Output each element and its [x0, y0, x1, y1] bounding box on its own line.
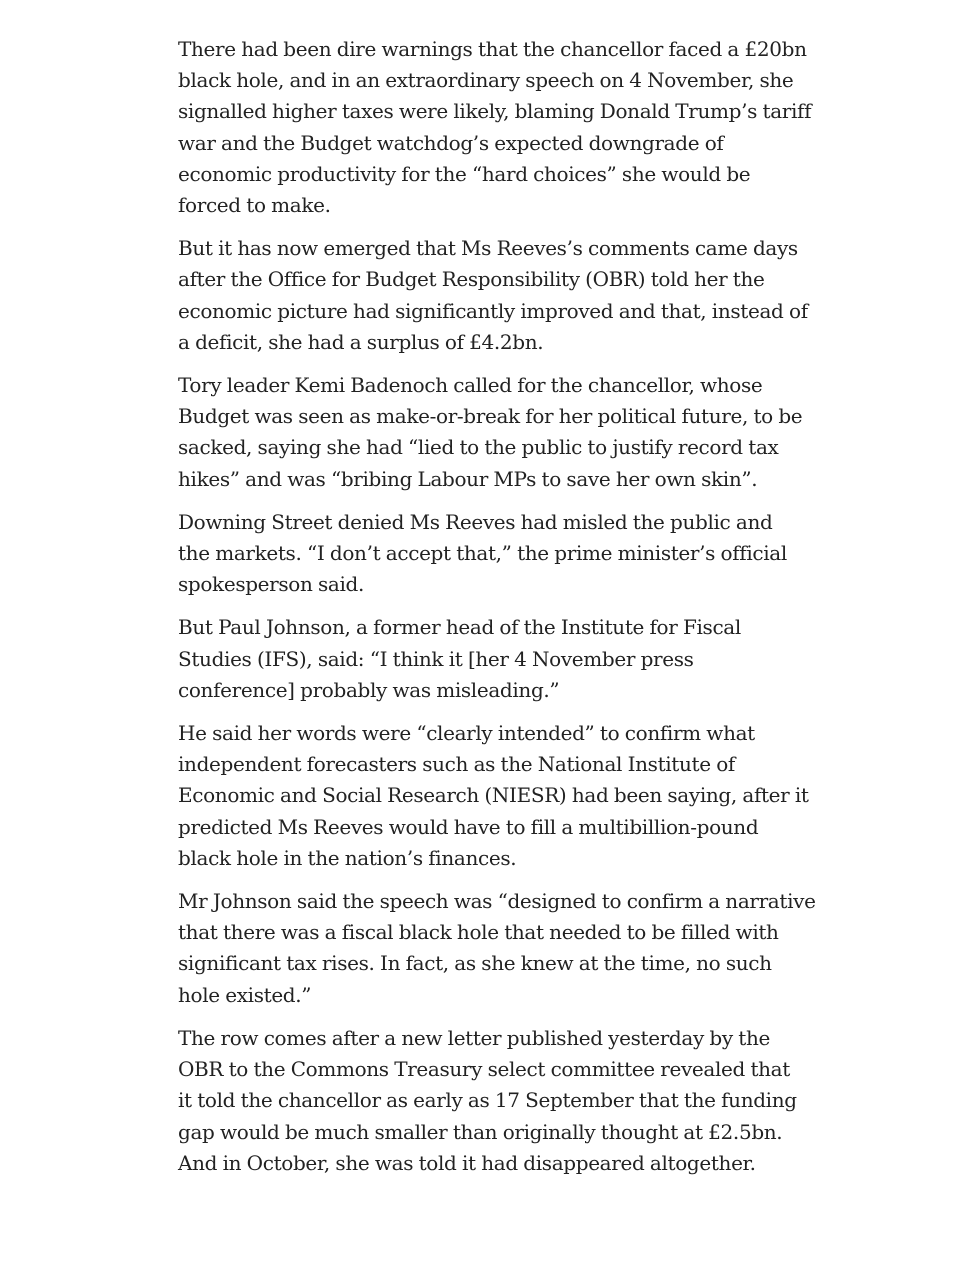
paragraph-line: But Paul Johnson, a former head of the Institute for Fiscal: [178, 615, 741, 640]
paragraph-line: gap would be much smaller than originally thought at £2.5bn.: [178, 1119, 783, 1144]
paragraph-line: a deficit, she had a surplus of £4.2bn.: [178, 329, 544, 354]
paragraph-line: hole existed.”: [178, 982, 312, 1007]
paragraph-line: The row comes after a new letter published yesterday by the: [178, 1025, 771, 1050]
paragraph-line: signalled higher taxes were likely, blaming Donald Trump’s tariff: [178, 99, 812, 124]
paragraph-line: He said her words were “clearly intended” to confirm what: [178, 721, 755, 746]
paragraph-1: [178, 34, 812, 221]
paragraph-line: conference] probably was misleading.”: [178, 677, 560, 702]
paragraph-7: [178, 886, 816, 1011]
paragraph-8: [178, 1023, 797, 1179]
paragraph-line: There had been dire warnings that the chancellor faced a £20bn: [178, 37, 807, 61]
article-body: [178, 34, 816, 1191]
paragraph-line: Mr Johnson said the speech was “designed to confirm a narrative: [178, 889, 816, 914]
paragraph-line: Budget was seen as make-or-break for her political future, to be: [178, 404, 803, 429]
paragraph-line: economic picture had significantly improved and that, instead of: [178, 298, 808, 323]
paragraph-line: Downing Street denied Ms Reeves had misled the public and: [178, 509, 773, 534]
paragraph-line: after the Office for Budget Responsibility (OBR) told her the: [178, 267, 765, 292]
paragraph-line: economic productivity for the “hard choices” she would be: [178, 161, 751, 186]
paragraph-line: Studies (IFS), said: “I think it [her 4 November press: [178, 646, 694, 671]
paragraph-line: spokesperson said.: [178, 572, 365, 597]
paragraph-line: the markets. “I don’t accept that,” the prime minister’s official: [178, 541, 787, 566]
paragraph-line: that there was a fiscal black hole that needed to be filled with: [178, 920, 779, 945]
paragraph-line: black hole, and in an extraordinary speech on 4 November, she: [178, 68, 794, 93]
paragraph-5: [178, 612, 788, 706]
paragraph-line: hikes” and was “bribing Labour MPs to save her own skin”.: [178, 466, 758, 491]
paragraph-line: And in October, she was told it had disappeared altogether.: [178, 1150, 756, 1175]
paragraph-line: it told the chancellor as early as 17 September that the funding: [178, 1088, 797, 1113]
paragraph-line: OBR to the Commons Treasury select committee revealed that: [178, 1057, 790, 1082]
paragraph-line: independent forecasters such as the National Institute of: [178, 752, 735, 777]
paragraph-line: predicted Ms Reeves would have to fill a multibillion-pound: [178, 814, 759, 839]
paragraph-line: Tory leader Kemi Badenoch called for the chancellor, whose: [178, 373, 763, 398]
paragraph-line: war and the Budget watchdog’s expected downgrade of: [178, 130, 724, 155]
paragraph-line: Economic and Social Research (NIESR) had been saying, after it: [178, 783, 809, 808]
paragraph-6: [178, 718, 809, 874]
paragraph-4: [178, 507, 788, 601]
paragraph-3: [178, 370, 803, 495]
paragraph-line: sacked, saying she had “lied to the public to justify record tax: [178, 435, 779, 460]
paragraph-line: black hole in the nation’s finances.: [178, 845, 517, 870]
paragraph-line: significant tax rises. In fact, as she knew at the time, no such: [178, 951, 772, 976]
paragraph-line: But it has now emerged that Ms Reeves’s comments came days: [178, 236, 798, 261]
paragraph-line: forced to make.: [178, 193, 331, 218]
paragraph-2: [178, 233, 808, 358]
